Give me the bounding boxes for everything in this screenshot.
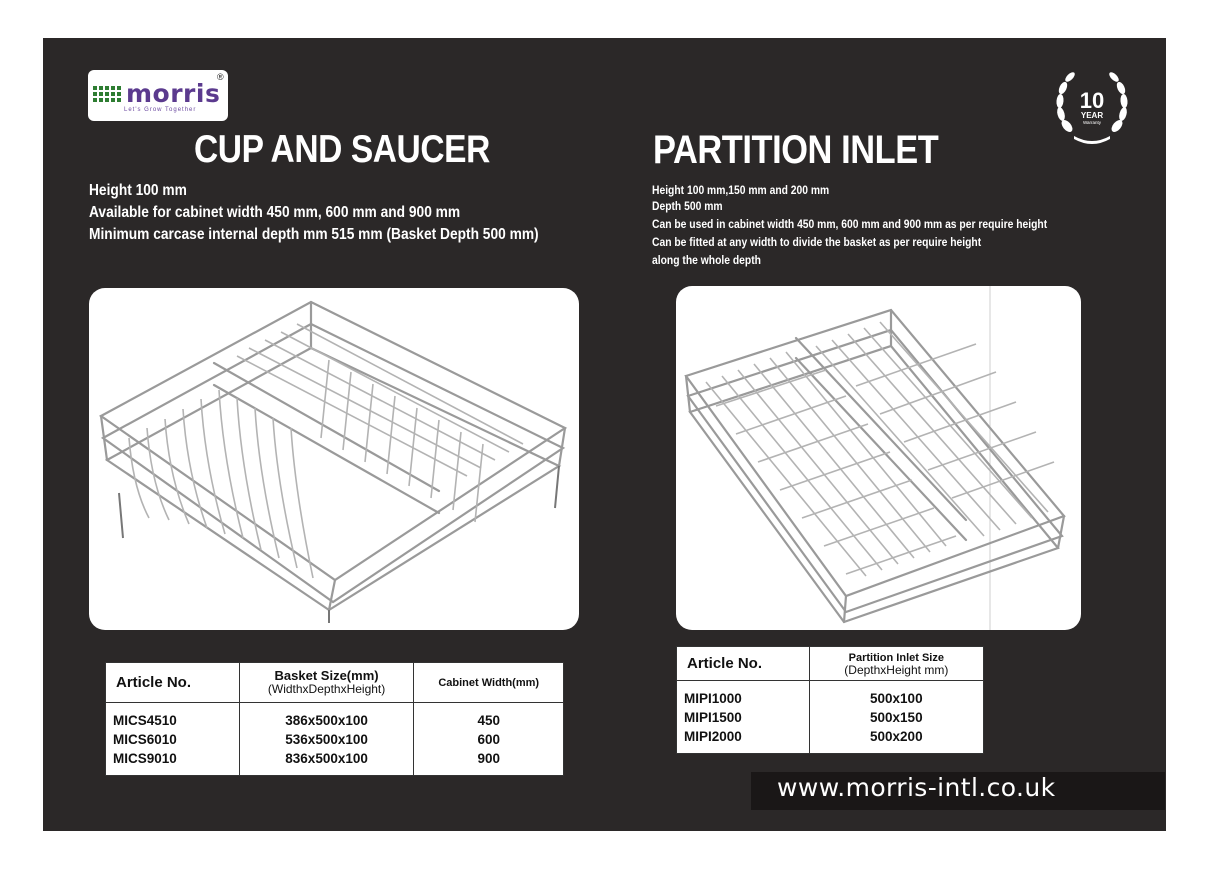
table-cell-article: MIPI2000	[677, 727, 810, 746]
cup-saucer-basket-photo	[89, 288, 579, 630]
morris-logo	[88, 70, 228, 121]
table-header-basket-size	[239, 663, 414, 703]
table-header-basket-size-sub: (WidthxDepthxHeight)	[267, 682, 386, 696]
table-cell-size: 536x500x100	[239, 730, 414, 749]
table-row	[677, 708, 984, 727]
partition-inlet-basket-photo	[676, 286, 1081, 630]
table-row	[106, 711, 564, 730]
warranty-badge-icon	[1052, 66, 1132, 148]
partition-inlet-spec: Height 100 mm,150 mm and 200 mm	[652, 183, 830, 197]
table-cell-size: 500x150	[809, 708, 983, 727]
table-row	[106, 749, 564, 768]
table-header-partition-size-title: Partition Inlet Size	[848, 651, 944, 664]
partition-inlet-spec: along the whole depth	[652, 253, 761, 267]
table-header-partition-size-sub: (DepthxHeight mm)	[844, 662, 949, 677]
table-cell-article: MICS6010	[106, 730, 240, 749]
table-header-basket-size-title: Basket Size(mm)	[274, 668, 379, 683]
logo-tagline: Let's Grow Together	[124, 107, 197, 113]
table-cell-article: MICS4510	[106, 711, 240, 730]
badge-label: Warranty	[1082, 120, 1102, 125]
badge-number: 10	[1079, 88, 1105, 113]
partition-inlet-spec: Depth 500 mm	[652, 199, 723, 213]
cup-saucer-spec: Minimum carcase internal depth mm 515 mm (Basket Depth 500 mm)	[89, 226, 539, 243]
partition-inlet-basket-icon	[676, 286, 1081, 630]
partition-inlet-table	[676, 646, 984, 754]
table-header-partition-size	[809, 647, 983, 681]
partition-inlet-spec: Can be used in cabinet width 450 mm, 600 mm and 900 mm as per require height	[652, 217, 1048, 231]
badge-unit: YEAR	[1080, 111, 1104, 120]
table-cell-width: 600	[414, 730, 564, 749]
table-header-article: Article No.	[677, 647, 810, 681]
partition-inlet-title: PARTITION INLET	[653, 128, 939, 172]
table-cell-article: MICS9010	[106, 749, 240, 768]
cup-saucer-basket-icon	[89, 288, 579, 630]
table-cell-size: 500x100	[809, 689, 983, 708]
table-cell-size: 386x500x100	[239, 711, 414, 730]
logo-dots-icon	[93, 86, 123, 106]
table-header-article: Article No.	[106, 663, 240, 703]
partition-inlet-spec: Can be fitted at any width to divide the basket as per require height	[652, 235, 982, 249]
cup-saucer-table	[105, 662, 564, 776]
table-cell-width: 450	[414, 711, 564, 730]
table-row	[106, 730, 564, 749]
table-cell-article: MIPI1000	[677, 689, 810, 708]
logo-brand-text: morris	[126, 79, 221, 108]
cup-saucer-title: CUP AND SAUCER	[194, 128, 490, 171]
website-link[interactable]: www.morris-intl.co.uk	[777, 773, 1056, 802]
table-row	[677, 727, 984, 746]
table-cell-size: 500x200	[809, 727, 983, 746]
cup-saucer-spec: Height 100 mm	[89, 182, 187, 199]
logo-registered-mark: ®	[217, 72, 224, 82]
table-cell-article: MIPI1500	[677, 708, 810, 727]
table-cell-width: 900	[414, 749, 564, 768]
table-cell-size: 836x500x100	[239, 749, 414, 768]
cup-saucer-spec: Available for cabinet width 450 mm, 600 mm and 900 mm	[89, 204, 461, 221]
table-row	[677, 689, 984, 708]
table-header-cabinet-width: Cabinet Width(mm)	[414, 663, 564, 703]
